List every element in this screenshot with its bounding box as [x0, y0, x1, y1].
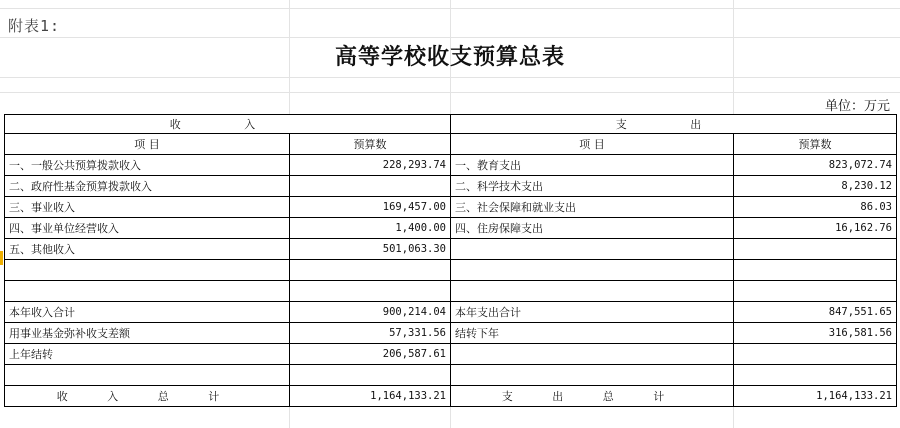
expense-amount-cell[interactable]: 316,581.56 [734, 323, 897, 344]
table-row [5, 197, 897, 218]
income-amount-cell[interactable]: 206,587.61 [290, 344, 451, 365]
income-amount-cell[interactable]: 169,457.00 [290, 197, 451, 218]
expense-amount-cell[interactable] [734, 365, 897, 386]
expense-item-cell[interactable] [451, 365, 734, 386]
table-row [5, 323, 897, 344]
expense-item-cell[interactable]: 结转下年 [451, 323, 734, 344]
income-total-label[interactable]: 收 入 总 计 [5, 386, 290, 407]
totals-row [5, 386, 897, 407]
table-row [5, 344, 897, 365]
grid-line [0, 77, 900, 78]
cell-selection-marker [0, 251, 3, 265]
table-row [5, 218, 897, 239]
expense-amount-cell[interactable]: 847,551.65 [734, 302, 897, 323]
income-item-cell[interactable] [5, 260, 290, 281]
table-row [5, 239, 897, 260]
expense-item-header[interactable]: 项 目 [451, 134, 734, 155]
income-amount-cell[interactable] [290, 260, 451, 281]
income-item-cell[interactable] [5, 281, 290, 302]
table-row [5, 176, 897, 197]
income-item-cell[interactable]: 上年结转 [5, 344, 290, 365]
grid-line [0, 37, 900, 38]
expense-amount-cell[interactable]: 8,230.12 [734, 176, 897, 197]
expense-item-cell[interactable] [451, 260, 734, 281]
income-item-cell[interactable]: 五、其他收入 [5, 239, 290, 260]
expense-item-cell[interactable]: 四、住房保障支出 [451, 218, 734, 239]
expense-amount-cell[interactable]: 86.03 [734, 197, 897, 218]
expense-amount-cell[interactable]: 823,072.74 [734, 155, 897, 176]
income-item-cell[interactable]: 一、一般公共预算拨款收入 [5, 155, 290, 176]
expense-total-amount[interactable]: 1,164,133.21 [734, 386, 897, 407]
expense-total-label[interactable]: 支 出 总 计 [451, 386, 734, 407]
expense-item-cell[interactable]: 本年支出合计 [451, 302, 734, 323]
page-title: 高等学校收支预算总表 [334, 44, 565, 70]
table-row [5, 260, 897, 281]
income-section-header[interactable]: 收 入 [5, 115, 451, 134]
table-row [5, 302, 897, 323]
expense-amount-header[interactable]: 预算数 [734, 134, 897, 155]
expense-amount-cell[interactable] [734, 281, 897, 302]
expense-amount-cell[interactable] [734, 260, 897, 281]
income-total-amount[interactable]: 1,164,133.21 [290, 386, 451, 407]
expense-amount-cell[interactable] [734, 344, 897, 365]
expense-item-cell[interactable]: 一、教育支出 [451, 155, 734, 176]
income-amount-cell[interactable]: 57,331.56 [290, 323, 451, 344]
expense-item-cell[interactable] [451, 239, 734, 260]
expense-amount-cell[interactable] [734, 239, 897, 260]
income-item-cell[interactable]: 用事业基金弥补收支差额 [5, 323, 290, 344]
income-item-cell[interactable]: 四、事业单位经营收入 [5, 218, 290, 239]
income-amount-cell[interactable] [290, 365, 451, 386]
table-row [5, 281, 897, 302]
expense-item-cell[interactable] [451, 344, 734, 365]
budget-table [4, 114, 897, 407]
unit-label: 单位：万元 [824, 99, 890, 114]
table-row [5, 365, 897, 386]
expense-section-header[interactable]: 支 出 [451, 115, 897, 134]
expense-amount-cell[interactable]: 16,162.76 [734, 218, 897, 239]
income-amount-cell[interactable] [290, 281, 451, 302]
attachment-label: 附表1: [8, 17, 61, 35]
expense-item-cell[interactable] [451, 281, 734, 302]
section-header-row [5, 115, 897, 134]
expense-item-cell[interactable]: 二、科学技术支出 [451, 176, 734, 197]
table-row [5, 155, 897, 176]
income-amount-cell[interactable] [290, 176, 451, 197]
income-amount-cell[interactable]: 900,214.04 [290, 302, 451, 323]
income-amount-header[interactable]: 预算数 [290, 134, 451, 155]
income-amount-cell[interactable]: 1,400.00 [290, 218, 451, 239]
expense-item-cell[interactable]: 三、社会保障和就业支出 [451, 197, 734, 218]
income-amount-cell[interactable]: 228,293.74 [290, 155, 451, 176]
income-item-header[interactable]: 项 目 [5, 134, 290, 155]
income-item-cell[interactable]: 本年收入合计 [5, 302, 290, 323]
income-item-cell[interactable]: 二、政府性基金预算拨款收入 [5, 176, 290, 197]
income-item-cell[interactable] [5, 365, 290, 386]
grid-line [0, 8, 900, 9]
income-amount-cell[interactable]: 501,063.30 [290, 239, 451, 260]
income-item-cell[interactable]: 三、事业收入 [5, 197, 290, 218]
column-header-row [5, 134, 897, 155]
grid-line [0, 92, 900, 93]
